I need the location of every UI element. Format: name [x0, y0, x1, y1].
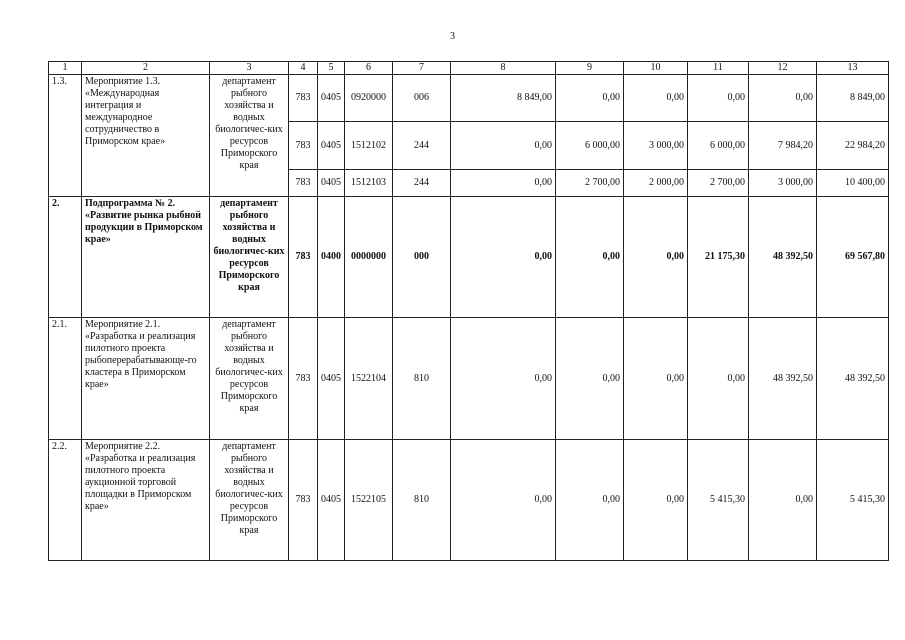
cell-c13: 48 392,50 — [817, 318, 889, 440]
cell-c9: 0,00 — [556, 440, 624, 561]
cell-c5: 0405 — [318, 170, 345, 197]
table-row — [49, 318, 889, 440]
cell-c8: 8 849,00 — [451, 75, 556, 122]
row-department: департамент рыбного хозяйства и водных биологичес-ких ресурсов Приморского края — [210, 197, 289, 318]
cell-c7: 244 — [393, 122, 451, 170]
cell-c10: 0,00 — [624, 440, 688, 561]
cell-c12: 48 392,50 — [749, 197, 817, 318]
row-name: Мероприятие 2.2. «Разработка и реализация пилотного проекта аукционной торговой площадки в Приморском крае» — [82, 440, 210, 561]
cell-c5: 0405 — [318, 75, 345, 122]
cell-c10: 2 000,00 — [624, 170, 688, 197]
column-header: 9 — [556, 62, 624, 75]
cell-c7: 810 — [393, 440, 451, 561]
cell-c7: 244 — [393, 170, 451, 197]
column-header: 6 — [345, 62, 393, 75]
cell-c11: 5 415,30 — [688, 440, 749, 561]
cell-c10: 0,00 — [624, 318, 688, 440]
table-row — [49, 440, 889, 561]
cell-c4: 783 — [289, 197, 318, 318]
cell-c11: 21 175,30 — [688, 197, 749, 318]
cell-c7: 000 — [393, 197, 451, 318]
cell-c5: 0405 — [318, 318, 345, 440]
cell-c4: 783 — [289, 75, 318, 122]
row-number: 1.3. — [49, 75, 82, 197]
cell-c6: 0000000 — [345, 197, 393, 318]
row-name: Мероприятие 2.1. «Разработка и реализация пилотного проекта рыбоперерабатывающе-го кластера в Приморском крае» — [82, 318, 210, 440]
cell-c6: 0920000 — [345, 75, 393, 122]
cell-c8: 0,00 — [451, 318, 556, 440]
cell-c10: 0,00 — [624, 197, 688, 318]
cell-c11: 0,00 — [688, 75, 749, 122]
cell-c4: 783 — [289, 122, 318, 170]
row-department: департамент рыбного хозяйства и водных биологичес-ких ресурсов Приморского края — [210, 440, 289, 561]
column-header: 4 — [289, 62, 318, 75]
cell-c11: 0,00 — [688, 318, 749, 440]
cell-c12: 0,00 — [749, 440, 817, 561]
cell-c8: 0,00 — [451, 440, 556, 561]
column-header: 10 — [624, 62, 688, 75]
column-header: 11 — [688, 62, 749, 75]
cell-c8: 0,00 — [451, 197, 556, 318]
cell-c13: 5 415,30 — [817, 440, 889, 561]
cell-c7: 006 — [393, 75, 451, 122]
cell-c4: 783 — [289, 318, 318, 440]
table-row — [49, 197, 889, 318]
cell-c9: 0,00 — [556, 197, 624, 318]
header-row — [49, 62, 889, 75]
row-number: 2.2. — [49, 440, 82, 561]
cell-c9: 6 000,00 — [556, 122, 624, 170]
column-header: 1 — [49, 62, 82, 75]
row-name: Мероприятие 1.3. «Международная интеграция и международное сотрудничество в Приморском крае» — [82, 75, 210, 197]
cell-c11: 2 700,00 — [688, 170, 749, 197]
cell-c10: 0,00 — [624, 75, 688, 122]
cell-c12: 0,00 — [749, 75, 817, 122]
cell-c6: 1522105 — [345, 440, 393, 561]
cell-c8: 0,00 — [451, 122, 556, 170]
cell-c13: 10 400,00 — [817, 170, 889, 197]
cell-c9: 0,00 — [556, 75, 624, 122]
cell-c13: 69 567,80 — [817, 197, 889, 318]
row-number: 2.1. — [49, 318, 82, 440]
column-header: 8 — [451, 62, 556, 75]
row-department: департамент рыбного хозяйства и водных биологичес-ких ресурсов Приморского края — [210, 75, 289, 197]
column-header: 7 — [393, 62, 451, 75]
row-name: Подпрограмма № 2. «Развитие рынка рыбной продукции в Приморском крае» — [82, 197, 210, 318]
cell-c12: 7 984,20 — [749, 122, 817, 170]
cell-c4: 783 — [289, 440, 318, 561]
column-header: 2 — [82, 62, 210, 75]
cell-c12: 3 000,00 — [749, 170, 817, 197]
cell-c6: 1522104 — [345, 318, 393, 440]
cell-c5: 0400 — [318, 197, 345, 318]
cell-c7: 810 — [393, 318, 451, 440]
cell-c9: 2 700,00 — [556, 170, 624, 197]
cell-c10: 3 000,00 — [624, 122, 688, 170]
budget-table — [48, 61, 889, 561]
column-header: 12 — [749, 62, 817, 75]
cell-c9: 0,00 — [556, 318, 624, 440]
table-row — [49, 75, 889, 122]
cell-c11: 6 000,00 — [688, 122, 749, 170]
cell-c12: 48 392,50 — [749, 318, 817, 440]
cell-c5: 0405 — [318, 440, 345, 561]
cell-c5: 0405 — [318, 122, 345, 170]
cell-c13: 8 849,00 — [817, 75, 889, 122]
row-department: департамент рыбного хозяйства и водных биологичес-ких ресурсов Приморского края — [210, 318, 289, 440]
column-header: 13 — [817, 62, 889, 75]
row-number: 2. — [49, 197, 82, 318]
column-header: 5 — [318, 62, 345, 75]
column-header: 3 — [210, 62, 289, 75]
cell-c6: 1512102 — [345, 122, 393, 170]
page-number: 3 — [450, 31, 455, 42]
cell-c4: 783 — [289, 170, 318, 197]
cell-c6: 1512103 — [345, 170, 393, 197]
cell-c8: 0,00 — [451, 170, 556, 197]
cell-c13: 22 984,20 — [817, 122, 889, 170]
